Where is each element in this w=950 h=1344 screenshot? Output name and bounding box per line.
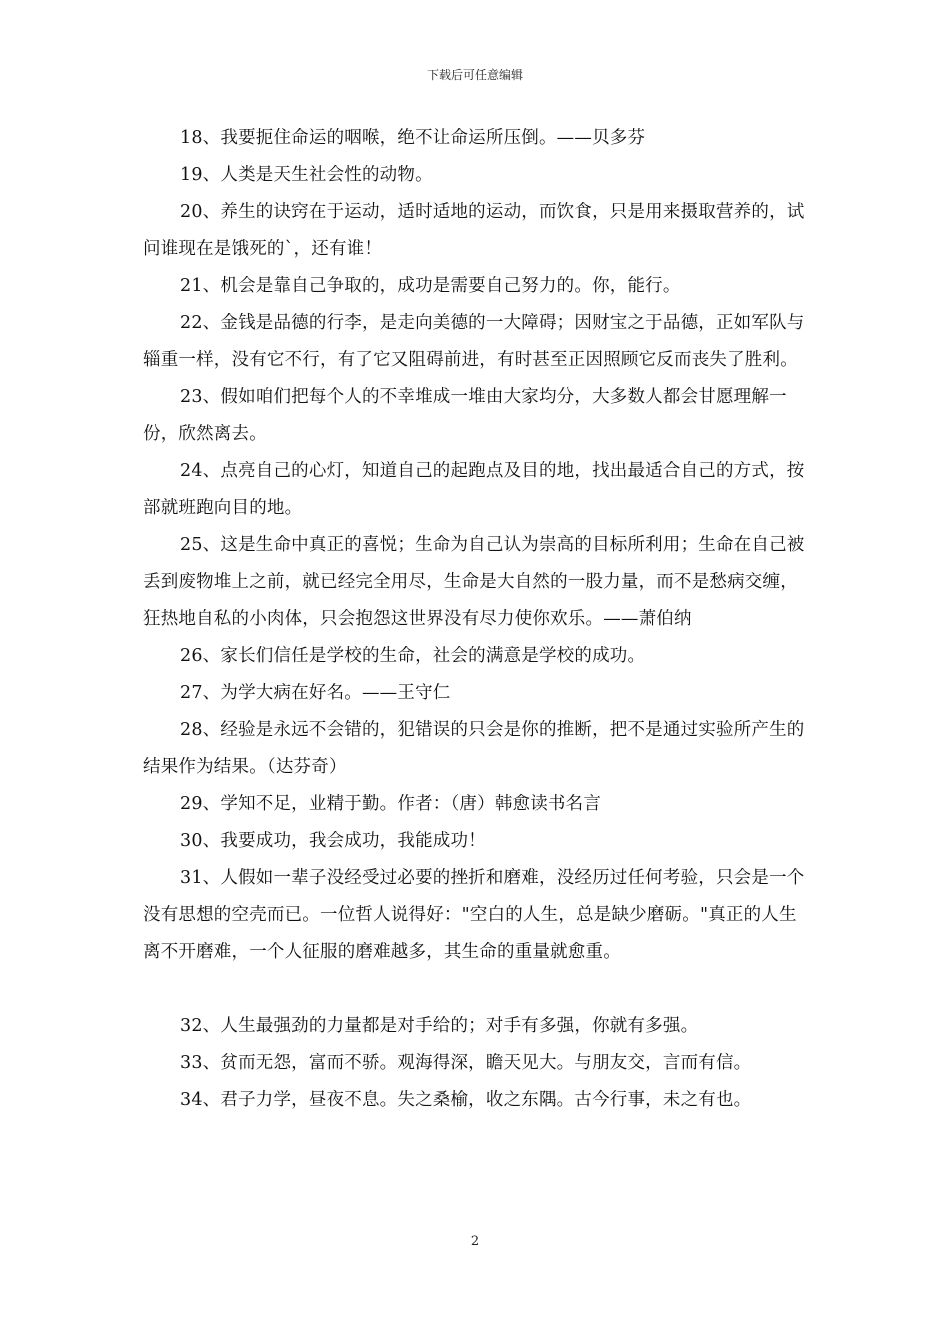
paragraph-23: 23、假如咱们把每个人的不幸堆成一堆由大家均分，大多数人都会甘愿理解一份，欣然离去。 bbox=[143, 387, 787, 444]
paragraph-19: 19、人类是天生社会性的动物。 bbox=[180, 165, 433, 185]
paragraph-29: 29、学知不足，业精于勤。作者：（唐）韩愈读书名言 bbox=[180, 794, 602, 814]
paragraph-20: 20、养生的诀窍在于运动，适时适地的运动，而饮食，只是用来摄取营养的，试问谁现在是饿死的`，还有谁！ bbox=[143, 202, 805, 259]
paragraph-27: 27、为学大病在好名。——王守仁 bbox=[180, 683, 451, 703]
page-number: 2 bbox=[470, 1234, 480, 1249]
blank-line bbox=[143, 971, 808, 1008]
paragraph-26: 26、家长们信任是学校的生命，社会的满意是学校的成功。 bbox=[180, 646, 646, 666]
paragraph-31: 31、人假如一辈子没经受过必要的挫折和磨难，没经历过任何考验，只会是一个没有思想的空壳而已。一位哲人说得好："空白的人生，总是缺少磨砺。"真正的人生离不开磨难，一个人征服的磨难越多，其生命的重量就愈重。 bbox=[143, 868, 805, 962]
paragraph-22: 22、金钱是品德的行李，是走向美德的一大障碍；因财宝之于品德，正如军队与辎重一样，没有它不行，有了它又阻碍前进，有时甚至正因照顾它反而丧失了胜利。 bbox=[143, 313, 805, 370]
paragraph-25: 25、这是生命中真正的喜悦；生命为自己认为崇高的目标所利用；生命在自己被丢到废物堆上之前，就已经完全用尽，生命是大自然的一股力量，而不是愁病交缠，狂热地自私的小肉体，只会抱怨这世界没有尽力使你欢乐。——萧伯纳 bbox=[143, 535, 805, 629]
paragraph-28: 28、经验是永远不会错的，犯错误的只会是你的推断，把不是通过实验所产生的结果作为结果。（达芬奇） bbox=[143, 720, 805, 777]
document-body bbox=[143, 120, 808, 1119]
paragraph-34: 34、君子力学，昼夜不息。失之桑榆，收之东隅。古今行事，未之有也。 bbox=[180, 1090, 752, 1110]
page-header: 下载后可任意编辑 bbox=[426, 68, 523, 82]
paragraph-24: 24、点亮自己的心灯，知道自己的起跑点及目的地，找出最适合自己的方式，按部就班跑向目的地。 bbox=[143, 461, 805, 518]
paragraph-33: 33、贫而无怨，富而不骄。观海得深，瞻天见大。与朋友交，言而有信。 bbox=[180, 1053, 752, 1073]
paragraph-32: 32、人生最强劲的力量都是对手给的；对手有多强，你就有多强。 bbox=[180, 1016, 699, 1036]
paragraph-18: 18、我要扼住命运的咽喉，绝不让命运所压倒。——贝多芬 bbox=[180, 128, 646, 148]
paragraph-30: 30、我要成功，我会成功，我能成功！ bbox=[180, 831, 486, 851]
paragraph-21: 21、机会是靠自己争取的，成功是需要自己努力的。你，能行。 bbox=[180, 276, 681, 296]
